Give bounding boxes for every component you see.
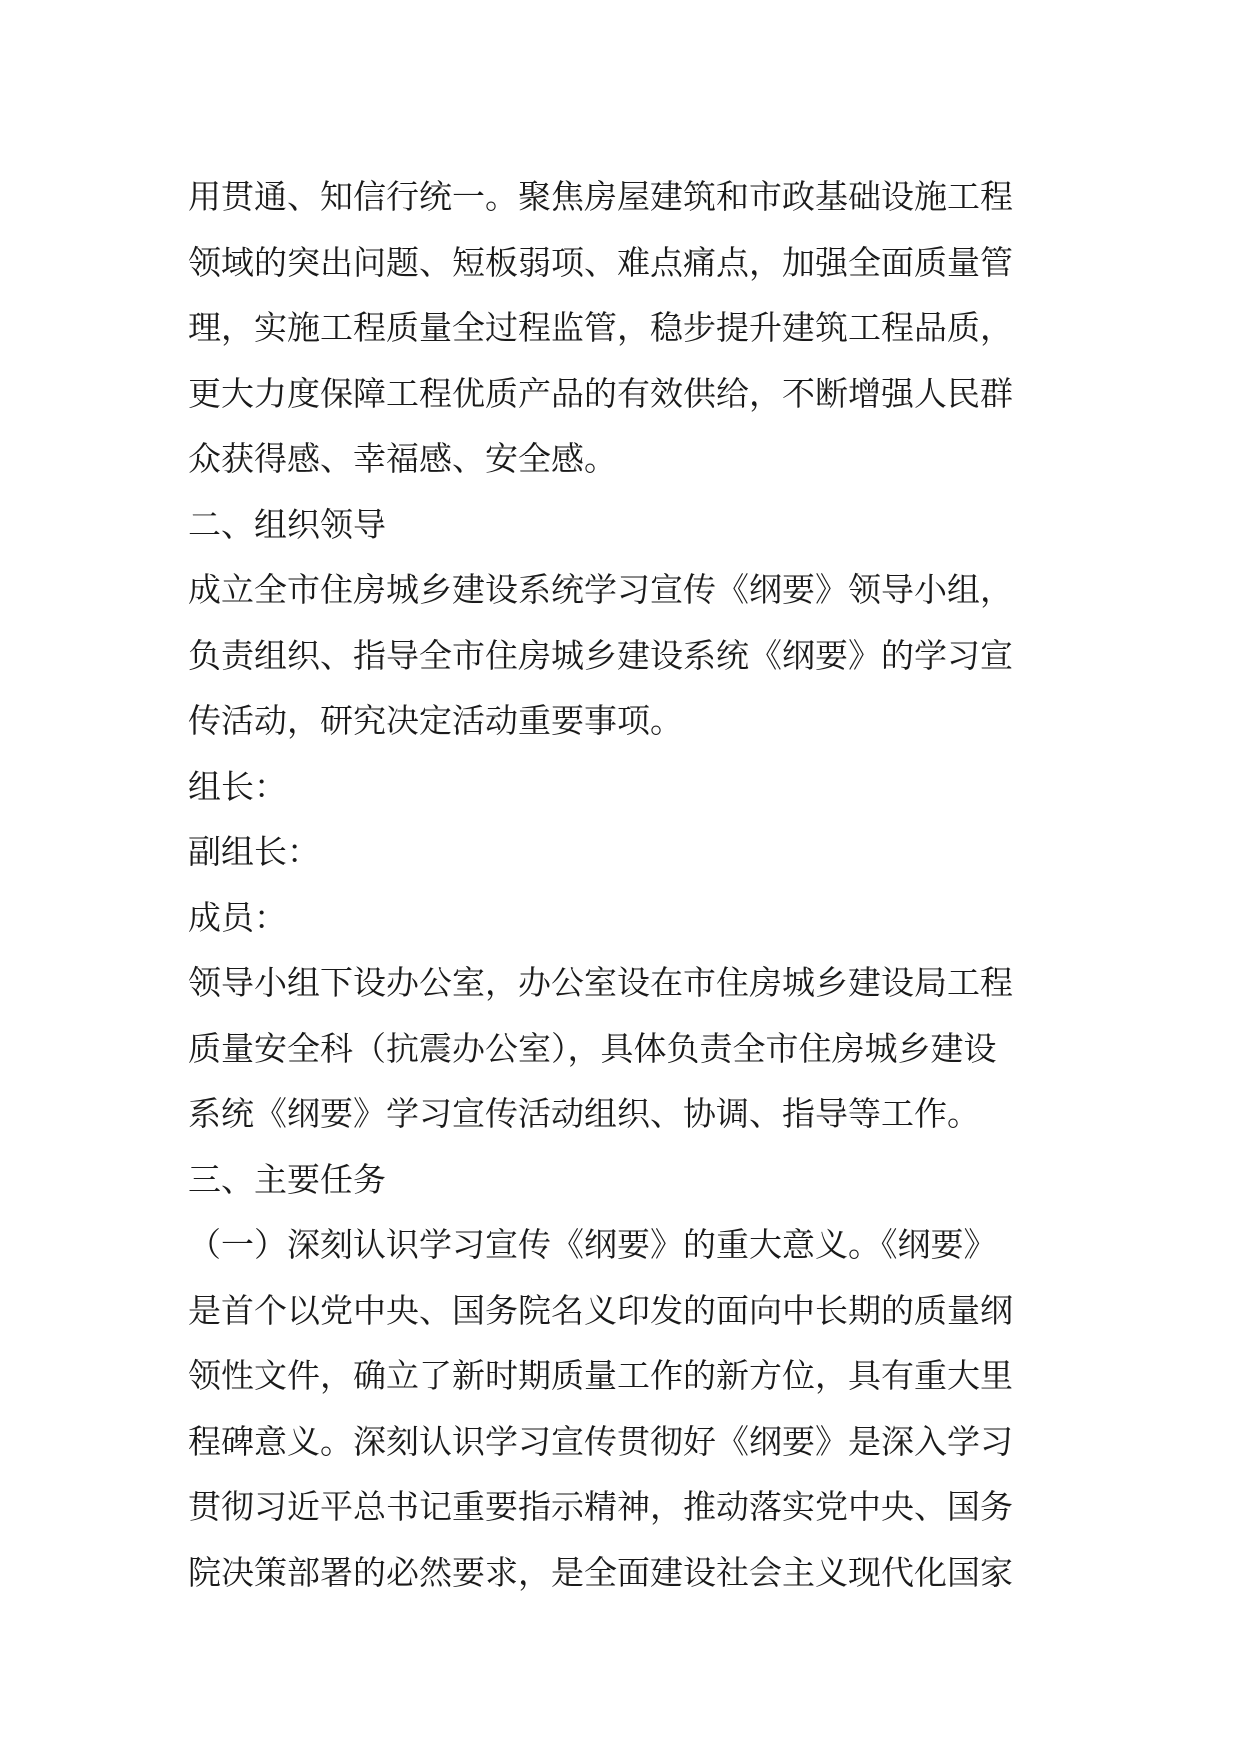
text-line: 领导小组下设办公室，办公室设在市住房城乡建设局工程: [188, 963, 1013, 1002]
section-heading-organization: 二、组织领导: [188, 504, 386, 544]
deputy-leader-label: 副组长：: [188, 832, 320, 871]
text-line: 程碑意义。深刻认识学习宣传贯彻好《纲要》是深入学习: [188, 1421, 1013, 1461]
text-line: 贯彻习近平总书记重要指示精神，推动落实党中央、国务: [188, 1487, 1013, 1526]
text-line: 传活动，研究决定活动重要事项。: [188, 701, 683, 740]
members-label: 成员：: [188, 897, 287, 937]
text-line: 系统《纲要》学习宣传活动组织、协调、指导等工作。: [188, 1094, 980, 1133]
text-line: 众获得感、幸福感、安全感。: [188, 439, 617, 478]
document-body: [188, 164, 1058, 1605]
text-line: 领性文件，确立了新时期质量工作的新方位，具有重大里: [188, 1356, 1013, 1395]
text-line: 质量安全科（抗震办公室），具体负责全市住房城乡建设: [188, 1028, 997, 1068]
text-line: 成立全市住房城乡建设系统学习宣传《纲要》领导小组，: [188, 570, 1013, 609]
text-line: 领域的突出问题、短板弱项、难点痛点，加强全面质量管: [188, 242, 1013, 282]
text-line: 是首个以党中央、国务院名义印发的面向中长期的质量纲: [188, 1290, 1013, 1330]
text-line: 院决策部署的必然要求，是全面建设社会主义现代化国家: [188, 1552, 1013, 1592]
text-line: 更大力度保障工程优质产品的有效供给，不断增强人民群: [188, 373, 1013, 413]
text-line: 负责组织、指导全市住房城乡建设系统《纲要》的学习宣: [188, 635, 1013, 675]
text-line: 理，实施工程质量全过程监管，稳步提升建筑工程品质，: [188, 308, 1013, 347]
text-line: （一）深刻认识学习宣传《纲要》的重大意义。《纲要》: [188, 1225, 997, 1264]
group-leader-label: 组长：: [188, 766, 287, 806]
section-heading-main-tasks: 三、主要任务: [188, 1159, 386, 1199]
text-line: 用贯通、知信行统一。聚焦房屋建筑和市政基础设施工程: [188, 177, 1013, 216]
